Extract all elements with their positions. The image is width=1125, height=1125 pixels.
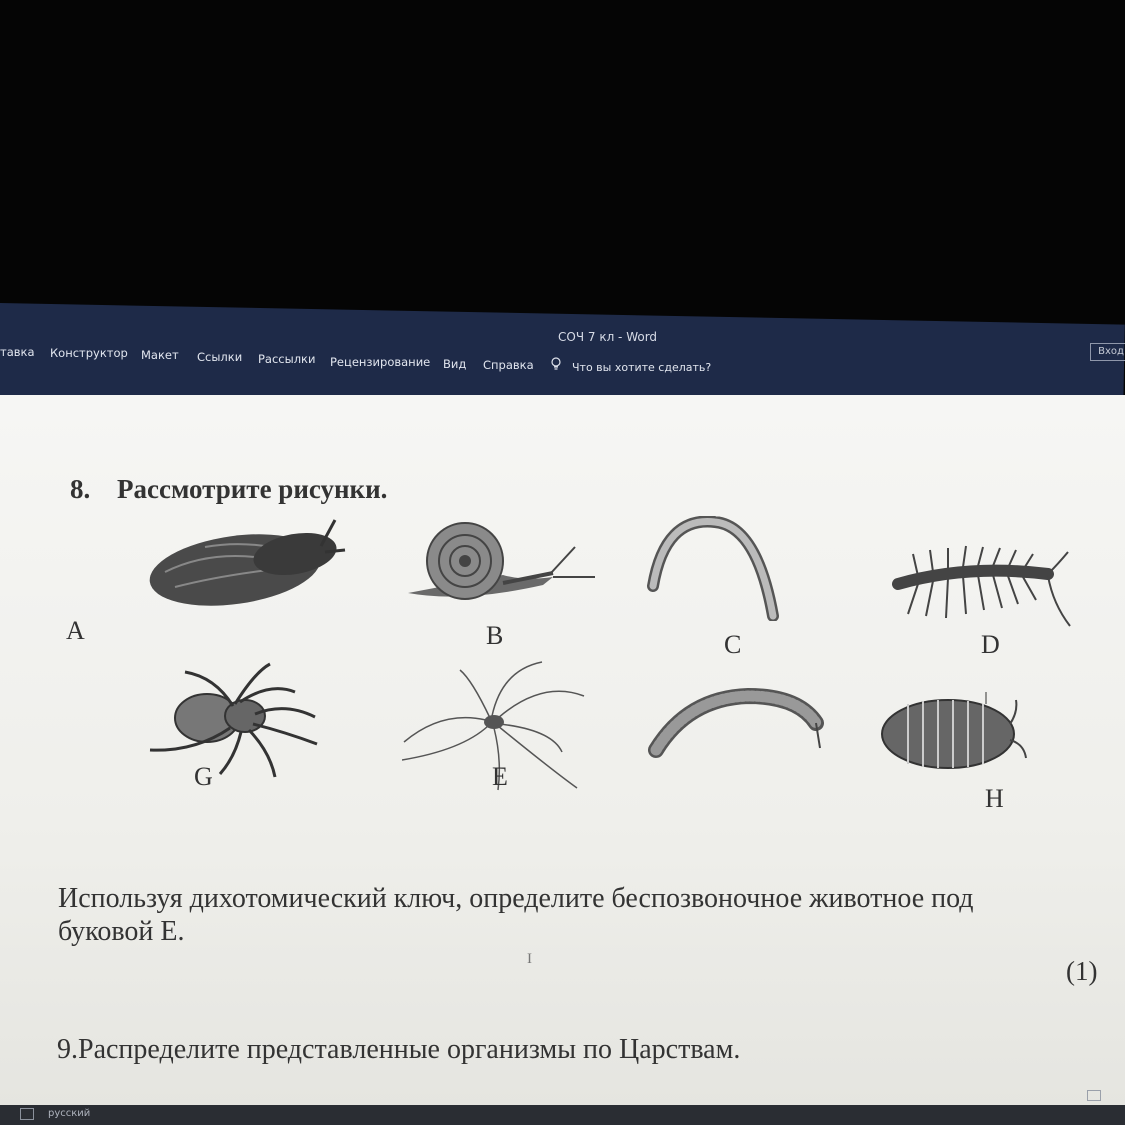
question-9-text: 9.Распределите представленные организмы по Царствам.	[57, 1034, 741, 1065]
question-8-title: Рассмотрите рисунки.	[117, 474, 388, 504]
centipede-figure	[888, 544, 1073, 630]
status-bar	[0, 1105, 1125, 1125]
print-layout-icon[interactable]	[1087, 1090, 1101, 1101]
status-language[interactable]: русский	[48, 1108, 91, 1119]
label-b: B	[486, 621, 504, 650]
snail-figure	[403, 515, 598, 603]
tab-references[interactable]: Ссылки	[197, 350, 243, 364]
label-e: E	[492, 762, 508, 791]
window-title: СОЧ 7 кл - Word	[558, 330, 658, 344]
tab-insert[interactable]: тавка	[0, 345, 35, 359]
tell-me-search[interactable]: Что вы хотите сделать?	[572, 361, 712, 374]
question-8-number: 8.	[70, 474, 91, 504]
spider-figure	[145, 662, 320, 780]
slug-figure	[145, 512, 355, 612]
label-h: H	[985, 784, 1004, 813]
millipede-figure	[648, 688, 828, 762]
tab-design[interactable]: Конструктор	[50, 346, 128, 360]
label-d: D	[981, 630, 1000, 659]
tab-mailings[interactable]: Рассылки	[258, 352, 316, 366]
points-label: (1)	[1066, 956, 1098, 986]
login-button[interactable]: Вход	[1090, 343, 1125, 361]
woodlouse-figure	[878, 692, 1028, 772]
label-c: C	[724, 630, 742, 659]
tab-view[interactable]: Вид	[443, 357, 467, 371]
tab-layout[interactable]: Макет	[141, 348, 179, 362]
label-g: G	[194, 762, 213, 791]
worm-figure	[645, 516, 785, 621]
lightbulb-icon[interactable]	[550, 357, 562, 371]
text-cursor-icon: I	[527, 951, 532, 967]
label-a: A	[66, 616, 85, 645]
instruction-text: Используя дихотомический ключ, определите беспозвоночное животное под буковой E.	[58, 883, 974, 947]
tab-help[interactable]: Справка	[483, 358, 534, 372]
tab-review[interactable]: Рецензирование	[330, 355, 431, 369]
proofing-icon[interactable]	[20, 1108, 34, 1120]
